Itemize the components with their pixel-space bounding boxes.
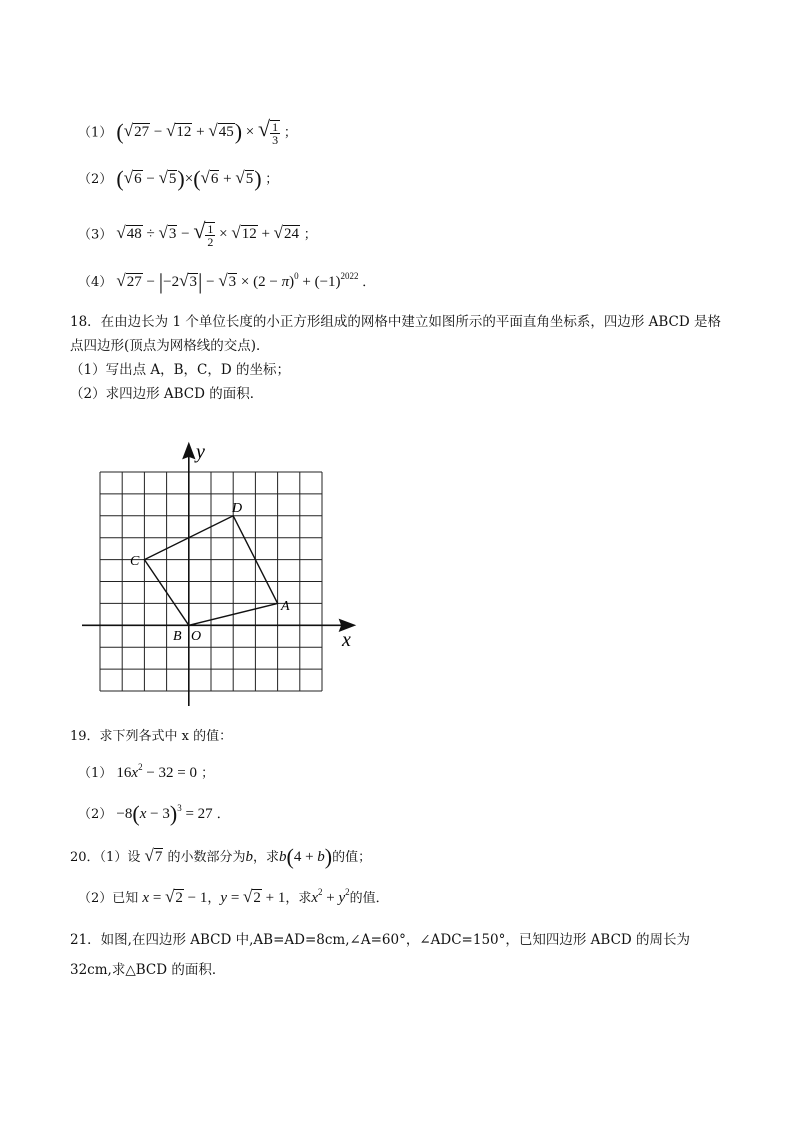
q17-part2: （2） (√6 − √5)×(√6 + √5) ； xyxy=(78,166,279,191)
axis-x-label: x xyxy=(342,629,351,651)
q20-part1: 20．（1）设 √7 的小数部分为b，求b(4 + b)的值； xyxy=(70,844,372,869)
label-b: B xyxy=(173,629,182,644)
q18-question: 18．在由边长为 1 个单位长度的小正方形组成的网格中建立如图所示的平面直角坐标系，四边形 ABCD 是格 点四边形(顶点为网格线的交点)． （1）写出点 A，B，C，D 的坐标； （2）求四边形 ABCD 的面积． xyxy=(70,314,722,402)
q17-part4-expr: $√27 - |-2√3| - √3 \times (2 - \pi)^0 + (-1)^{2022}$ xyxy=(116,269,359,294)
q17-part3-expr: √48 ÷ √3 − √ $\frac{1}{2}$ × √12 + √24 xyxy=(116,218,300,249)
q20-part2: （2）已知 x = √2 − 1，y = √2 + 1，求$x^2 + y^2$的值． xyxy=(78,887,389,906)
label-o: O xyxy=(191,629,202,644)
label-a: A xyxy=(281,599,290,614)
q17-part2-expr: (√6 − √5)×(√6 + √5) xyxy=(116,166,262,191)
q19-part1-expr: $16x^2 - 32 = 0$ xyxy=(116,762,198,781)
axes xyxy=(82,444,354,706)
axis-y-label: y xyxy=(196,441,205,463)
q19-part2-expr: $-8(x - 3)^3 = 27$ xyxy=(116,801,213,826)
q19-question: 19．求下列各式中 x 的值： xyxy=(70,729,233,744)
label-d: D xyxy=(232,501,243,516)
q19-part2: $(2) -8(x - 3)^3 = 27$ ． xyxy=(78,801,230,826)
q17-part4: （4） $√27 - |-2√3| - √3 \times (2 - \pi)^0 + (-1)^{2022}$ ． xyxy=(78,269,376,294)
grid-lines xyxy=(100,472,322,691)
q17-part1: （1） (√27 − √12 + √45) × √ $\frac{1}{3}$ ； xyxy=(78,116,297,147)
coordinate-grid-figure xyxy=(80,440,370,710)
q21-question: 21．如图,在四边形 ABCD 中,AB=AD=8cm,∠A=60°，∠ADC=150°，已知四边形 ABCD 的周长为 32cm,求△BCD 的面积． xyxy=(70,932,691,978)
q17-part1-expr: (√27 − √12 + √45) × √ $\frac{1}{3}$ xyxy=(116,116,279,147)
q17-part3: （3） √48 ÷ √3 − √ $\frac{1}{2}$ × √12 + √24 ； xyxy=(78,218,317,249)
q19-part1: （1） $16x^2 - 32 = 0$ ； xyxy=(78,762,215,781)
label-c: C xyxy=(130,554,140,569)
